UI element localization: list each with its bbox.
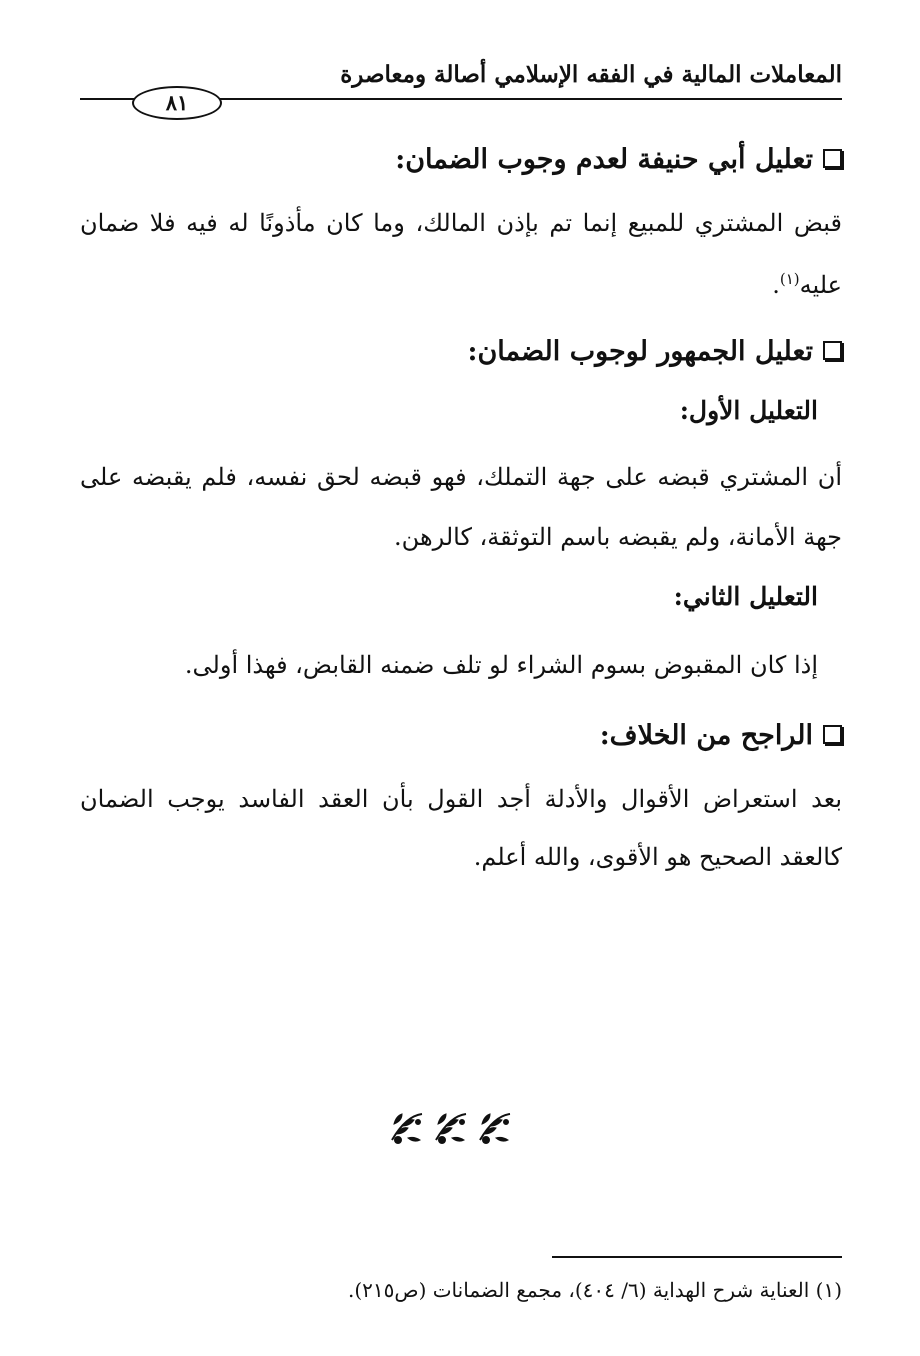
square-bullet-icon [823,149,842,168]
footnote-rule [552,1256,842,1258]
paragraph-line: قبض المشتري للمبيع إنما تم بإذن المالك، وما كان مأذونًا له فيه فلا ضمان [80,209,842,237]
running-title: المعاملات المالية في الفقه الإسلامي أصالة ومعاصرة [340,61,842,88]
paragraph-line: بعد استعراض الأقوال والأدلة أجد القول بأن العقد الفاسد يوجب الضمان [80,785,842,813]
square-bullet-icon [823,725,842,744]
section-heading-majority [468,334,842,370]
section-heading-abu-hanifa [395,142,842,178]
page-number: ٨١ [132,86,222,120]
heading-text: تعليل الجمهور لوجوب الضمان: [467,336,813,367]
heading-text: تعليل أبي حنيفة لعدم وجوب الضمان: [395,144,813,175]
footnote: (١) العناية شرح الهداية (٦/ ٤٠٤)، مجمع الضمانات (ص٢١٥). [347,1278,842,1302]
first-reason-label: التعليل الأول: [679,396,818,425]
paragraph-line: أن المشتري قبضه على جهة التملك، فهو قبضه لحق نفسه، فلم يقبضه على [80,463,842,491]
heading-text: الراجح من الخلاف: [599,720,813,751]
paragraph-line-last: جهة الأمانة، ولم يقبضه باسم التوثقة، كالرهن. [394,523,842,551]
section-heading-preferred-view [600,718,842,754]
square-bullet-icon [823,341,842,360]
paragraph-line-last: كالعقد الصحيح هو الأقوى، والله أعلم. [473,843,842,871]
footnote-marker: (١) [779,270,800,288]
floral-ornament-icon [388,1112,512,1144]
second-reason-label: التعليل الثاني: [673,582,818,611]
end-mark: . [772,271,780,299]
paragraph-line-last: إذا كان المقبوض بسوم الشراء لو تلف ضمنه القابض، فهذا أولى. [184,651,818,679]
line-text: عليه [799,271,842,299]
paragraph-line-last [772,262,842,302]
